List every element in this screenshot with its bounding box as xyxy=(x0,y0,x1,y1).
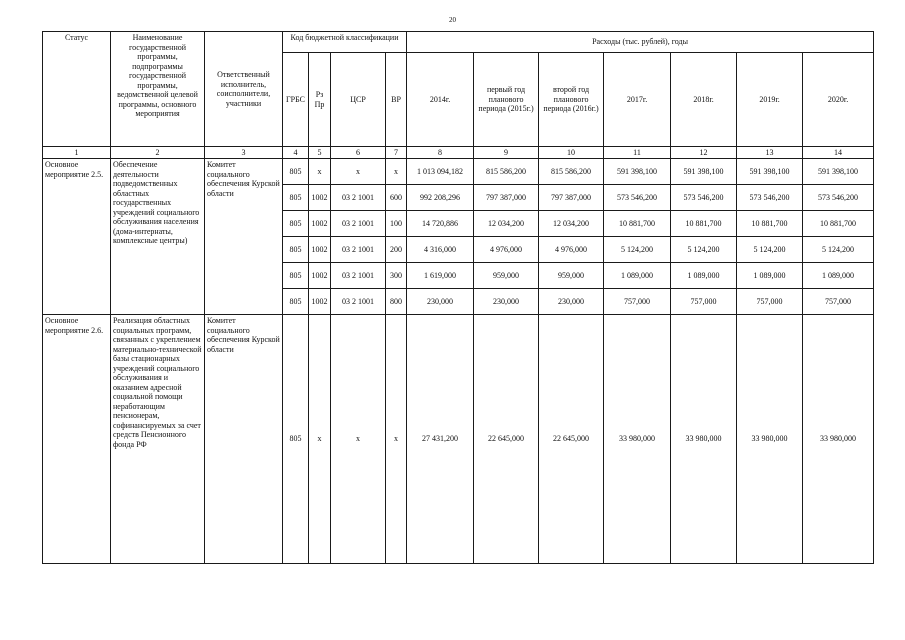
header-vr: ВР xyxy=(386,53,407,147)
header-rzpr: Рз Пр xyxy=(309,53,331,147)
amount-2019-cell: 1 089,000 xyxy=(737,263,803,289)
amount-2016-cell: 230,000 xyxy=(539,289,604,315)
amount-2017-cell: 591 398,100 xyxy=(604,159,671,185)
grbs-cell: 805 xyxy=(283,315,309,564)
amount-2014-cell: 4 316,000 xyxy=(407,237,474,263)
amount-2018-cell: 591 398,100 xyxy=(671,159,737,185)
amount-2016-cell: 797 387,000 xyxy=(539,185,604,211)
amount-2015-cell: 12 034,200 xyxy=(474,211,539,237)
page-number: 20 xyxy=(449,16,456,24)
vr-cell: 300 xyxy=(386,263,407,289)
amount-2015-cell: 959,000 xyxy=(474,263,539,289)
amount-2019-cell: 10 881,700 xyxy=(737,211,803,237)
csr-cell: 03 2 1001 xyxy=(331,211,386,237)
budget-table xyxy=(42,31,874,564)
column-number: 7 xyxy=(386,147,407,159)
header-year-2014: 2014г. xyxy=(407,53,474,147)
column-number: 1 xyxy=(43,147,111,159)
column-number: 10 xyxy=(539,147,604,159)
amount-2018-cell: 5 124,200 xyxy=(671,237,737,263)
amount-2019-cell: 591 398,100 xyxy=(737,159,803,185)
vr-cell: 100 xyxy=(386,211,407,237)
amount-2018-cell: 1 089,000 xyxy=(671,263,737,289)
amount-2020-cell: 1 089,000 xyxy=(803,263,874,289)
amount-2020-cell: 757,000 xyxy=(803,289,874,315)
header-name: Наименование государственной программы, подпрограммы государственной программы, ведомственной целевой программы, основного мероприятия xyxy=(111,32,205,147)
amount-2014-cell: 14 720,886 xyxy=(407,211,474,237)
amount-2014-cell: 1 013 094,182 xyxy=(407,159,474,185)
amount-2015-cell: 815 586,200 xyxy=(474,159,539,185)
vr-cell: х xyxy=(386,159,407,185)
amount-2017-cell: 5 124,200 xyxy=(604,237,671,263)
vr-cell: х xyxy=(386,315,407,564)
column-number: 11 xyxy=(604,147,671,159)
vr-cell: 600 xyxy=(386,185,407,211)
header-responsible: Ответственный исполнитель, соисполнители, участники xyxy=(205,32,283,147)
amount-2016-cell: 959,000 xyxy=(539,263,604,289)
grbs-cell: 805 xyxy=(283,289,309,315)
amount-2017-cell: 1 089,000 xyxy=(604,263,671,289)
name-cell: Обеспечение деятельности подведомственных областных государственных учреждений социального обслуживания населения (дома-интернаты, комплексные центры) xyxy=(111,159,205,315)
column-number: 2 xyxy=(111,147,205,159)
rzpr-cell: 1002 xyxy=(309,185,331,211)
amount-2018-cell: 757,000 xyxy=(671,289,737,315)
amount-2019-cell: 573 546,200 xyxy=(737,185,803,211)
header-csr: ЦСР xyxy=(331,53,386,147)
grbs-cell: 805 xyxy=(283,185,309,211)
rzpr-cell: 1002 xyxy=(309,289,331,315)
rzpr-cell: 1002 xyxy=(309,263,331,289)
amount-2020-cell: 591 398,100 xyxy=(803,159,874,185)
column-number: 12 xyxy=(671,147,737,159)
rzpr-cell: х xyxy=(309,315,331,564)
grbs-cell: 805 xyxy=(283,263,309,289)
amount-2015-cell: 797 387,000 xyxy=(474,185,539,211)
grbs-cell: 805 xyxy=(283,237,309,263)
column-number: 3 xyxy=(205,147,283,159)
column-number: 13 xyxy=(737,147,803,159)
amount-2015-cell: 4 976,000 xyxy=(474,237,539,263)
column-number: 14 xyxy=(803,147,874,159)
amount-2016-cell: 12 034,200 xyxy=(539,211,604,237)
header-status: Статус xyxy=(43,32,111,147)
column-number: 5 xyxy=(309,147,331,159)
column-number: 6 xyxy=(331,147,386,159)
header-year-2015: первый год планового периода (2015г.) xyxy=(474,53,539,147)
vr-cell: 200 xyxy=(386,237,407,263)
status-cell: Основное мероприятие 2.6. xyxy=(43,315,111,564)
table-row xyxy=(43,315,874,564)
vr-cell: 800 xyxy=(386,289,407,315)
amount-2014-cell: 1 619,000 xyxy=(407,263,474,289)
amount-2017-cell: 757,000 xyxy=(604,289,671,315)
rzpr-cell: 1002 xyxy=(309,211,331,237)
status-cell: Основное мероприятие 2.5. xyxy=(43,159,111,315)
csr-cell: 03 2 1001 xyxy=(331,185,386,211)
amount-2017-cell: 33 980,000 xyxy=(604,315,671,564)
column-number: 4 xyxy=(283,147,309,159)
amount-2014-cell: 27 431,200 xyxy=(407,315,474,564)
column-number-row xyxy=(43,147,874,159)
amount-2019-cell: 33 980,000 xyxy=(737,315,803,564)
grbs-cell: 805 xyxy=(283,159,309,185)
header-year-2019: 2019г. xyxy=(737,53,803,147)
amount-2014-cell: 230,000 xyxy=(407,289,474,315)
header-year-2020: 2020г. xyxy=(803,53,874,147)
amount-2020-cell: 573 546,200 xyxy=(803,185,874,211)
amount-2018-cell: 573 546,200 xyxy=(671,185,737,211)
header-year-2017: 2017г. xyxy=(604,53,671,147)
csr-cell: 03 2 1001 xyxy=(331,289,386,315)
amount-2017-cell: 10 881,700 xyxy=(604,211,671,237)
header-row-1 xyxy=(43,32,874,53)
rzpr-cell: 1002 xyxy=(309,237,331,263)
amount-2016-cell: 4 976,000 xyxy=(539,237,604,263)
amount-2016-cell: 815 586,200 xyxy=(539,159,604,185)
csr-cell: 03 2 1001 xyxy=(331,263,386,289)
amount-2019-cell: 757,000 xyxy=(737,289,803,315)
rzpr-cell: х xyxy=(309,159,331,185)
csr-cell: х xyxy=(331,159,386,185)
grbs-cell: 805 xyxy=(283,211,309,237)
amount-2020-cell: 5 124,200 xyxy=(803,237,874,263)
column-number: 9 xyxy=(474,147,539,159)
amount-2017-cell: 573 546,200 xyxy=(604,185,671,211)
name-cell: Реализация областных социальных программ, связанных с укреплением материально-технической базы стационарных учреждений социального обслуживания и оказанием адресной социальной помощи неработающим пенсионерам, софинансируемых за счет средств Пенсионного фонда РФ xyxy=(111,315,205,564)
header-grbs: ГРБС xyxy=(283,53,309,147)
header-kbk: Код бюджетной классификации xyxy=(283,32,407,53)
header-expenses: Расходы (тыс. рублей), годы xyxy=(407,32,874,53)
responsible-cell: Комитет социального обеспечения Курской области xyxy=(205,315,283,564)
responsible-cell: Комитет социального обеспечения Курской области xyxy=(205,159,283,315)
amount-2019-cell: 5 124,200 xyxy=(737,237,803,263)
header-year-2016: второй год планового периода (2016г.) xyxy=(539,53,604,147)
amount-2015-cell: 22 645,000 xyxy=(474,315,539,564)
amount-2016-cell: 22 645,000 xyxy=(539,315,604,564)
amount-2020-cell: 10 881,700 xyxy=(803,211,874,237)
amount-2015-cell: 230,000 xyxy=(474,289,539,315)
csr-cell: х xyxy=(331,315,386,564)
csr-cell: 03 2 1001 xyxy=(331,237,386,263)
column-number: 8 xyxy=(407,147,474,159)
amount-2014-cell: 992 208,296 xyxy=(407,185,474,211)
amount-2018-cell: 33 980,000 xyxy=(671,315,737,564)
table-row xyxy=(43,159,874,185)
header-year-2018: 2018г. xyxy=(671,53,737,147)
amount-2018-cell: 10 881,700 xyxy=(671,211,737,237)
amount-2020-cell: 33 980,000 xyxy=(803,315,874,564)
